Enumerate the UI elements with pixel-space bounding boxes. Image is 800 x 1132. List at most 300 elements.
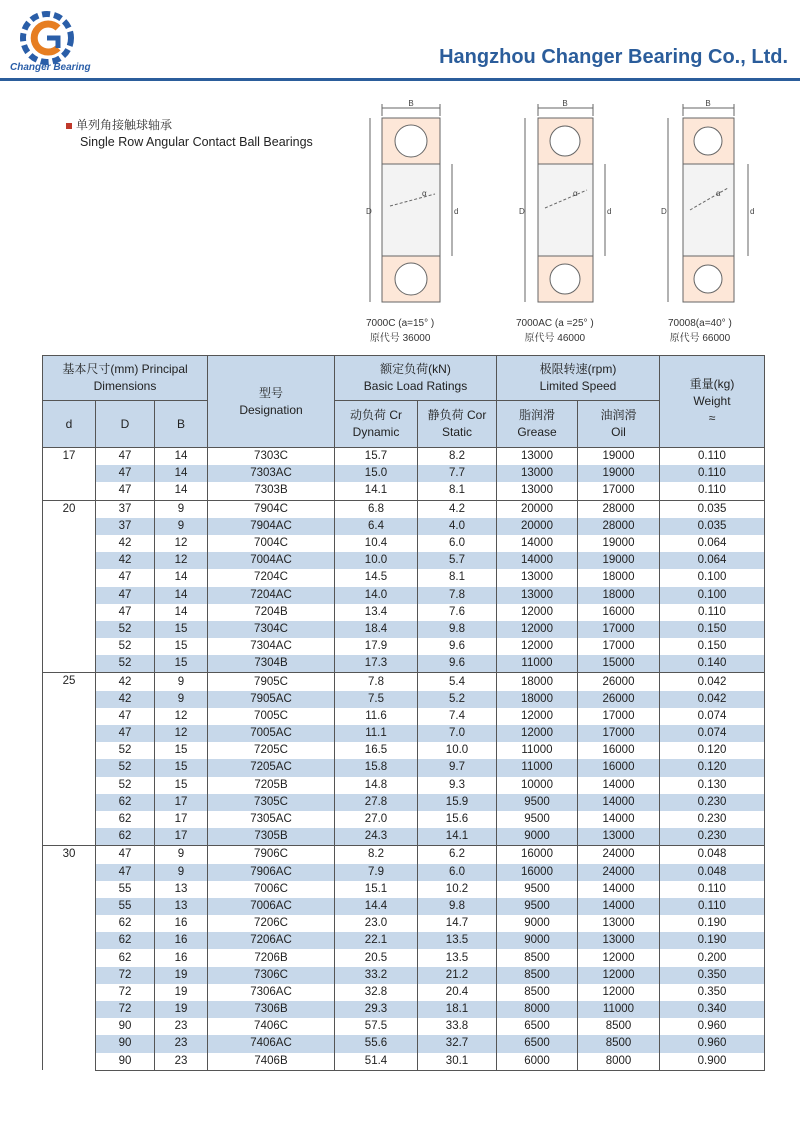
cell-d: 20: [43, 500, 96, 673]
table-row: [43, 518, 765, 535]
cell-designation: 7206C: [208, 915, 335, 932]
cell-oil: 28000: [578, 500, 660, 518]
cell-weight: 0.110: [660, 898, 765, 915]
cell-grease: 10000: [497, 777, 578, 794]
cell-D: 52: [96, 777, 155, 794]
cell-static: 7.6: [418, 604, 497, 621]
header-weight-en: Weight: [693, 394, 731, 408]
table-row: [43, 777, 765, 794]
dim-d-label: d: [607, 207, 612, 216]
cell-D: 55: [96, 881, 155, 898]
dim-B-label: B: [562, 99, 568, 108]
cell-dynamic: 14.0: [335, 587, 418, 604]
cell-D: 62: [96, 828, 155, 846]
cell-d: 25: [43, 673, 96, 846]
cell-oil: 19000: [578, 535, 660, 552]
cell-oil: 13000: [578, 828, 660, 846]
cell-weight: 0.140: [660, 655, 765, 673]
table-row: [43, 967, 765, 984]
table-row: [43, 569, 765, 586]
cell-D: 47: [96, 864, 155, 881]
header-static: [418, 401, 497, 448]
cell-B: 9: [155, 864, 208, 881]
table-row: [43, 500, 765, 518]
table-row: [43, 725, 765, 742]
caption-line-2: 原代号 66000: [669, 333, 731, 344]
cell-static: 9.6: [418, 638, 497, 655]
dim-D-label: D: [519, 207, 525, 216]
cell-grease: 14000: [497, 535, 578, 552]
cell-designation: 7905AC: [208, 691, 335, 708]
cell-grease: 9500: [497, 881, 578, 898]
header-load-ratings: [335, 356, 497, 401]
table-row: [43, 864, 765, 881]
cell-oil: 18000: [578, 569, 660, 586]
cell-weight: 0.230: [660, 811, 765, 828]
dim-B-label: B: [705, 99, 711, 108]
cell-dynamic: 14.5: [335, 569, 418, 586]
cell-D: 52: [96, 621, 155, 638]
cell-weight: 0.064: [660, 552, 765, 569]
caption-line-2: 原代号 36000: [369, 333, 431, 344]
dim-D-label: D: [661, 207, 667, 216]
cell-weight: 0.100: [660, 569, 765, 586]
cell-weight: 0.035: [660, 518, 765, 535]
cell-weight: 0.150: [660, 621, 765, 638]
cell-designation: 7005AC: [208, 725, 335, 742]
cell-weight: 0.190: [660, 932, 765, 949]
cell-oil: 16000: [578, 759, 660, 776]
cell-weight: 0.110: [660, 604, 765, 621]
header-oil-cn: 油润滑: [600, 408, 637, 422]
header-dynamic: [335, 401, 418, 448]
cell-D: 47: [96, 482, 155, 500]
cell-B: 23: [155, 1018, 208, 1035]
header-d: d: [43, 401, 96, 448]
header-oil-en: Oil: [611, 425, 626, 439]
cell-designation: 7204AC: [208, 587, 335, 604]
cell-designation: 7205B: [208, 777, 335, 794]
cell-B: 13: [155, 881, 208, 898]
cell-d: 30: [43, 846, 96, 1070]
cell-grease: 9500: [497, 811, 578, 828]
table-row: [43, 794, 765, 811]
cell-grease: 18000: [497, 691, 578, 708]
cell-dynamic: 20.5: [335, 949, 418, 966]
header-limited-speed: [497, 356, 660, 401]
cell-static: 20.4: [418, 984, 497, 1001]
cell-static: 5.4: [418, 673, 497, 691]
table-row: [43, 932, 765, 949]
dim-D-label: D: [366, 207, 372, 216]
section-title-cn-text: 单列角接触球轴承: [76, 118, 173, 132]
cell-static: 15.6: [418, 811, 497, 828]
section-title-cn: [66, 116, 172, 133]
cell-dynamic: 22.1: [335, 932, 418, 949]
cell-dynamic: 14.8: [335, 777, 418, 794]
cell-grease: 11000: [497, 655, 578, 673]
cell-grease: 13000: [497, 465, 578, 482]
header-divider: [0, 78, 800, 81]
cell-weight: 0.230: [660, 794, 765, 811]
cell-weight: 0.200: [660, 949, 765, 966]
cell-weight: 0.340: [660, 1001, 765, 1018]
cell-dynamic: 29.3: [335, 1001, 418, 1018]
cell-oil: 15000: [578, 655, 660, 673]
cell-designation: 7904AC: [208, 518, 335, 535]
cell-D: 42: [96, 552, 155, 569]
cell-static: 7.8: [418, 587, 497, 604]
cell-static: 18.1: [418, 1001, 497, 1018]
bearing-drawing-7000ac: [513, 96, 613, 316]
cell-weight: 0.960: [660, 1018, 765, 1035]
cell-B: 16: [155, 949, 208, 966]
cell-static: 10.2: [418, 881, 497, 898]
header-designation-cn: 型号: [258, 385, 283, 400]
drawing-caption-7000c: [366, 318, 434, 344]
cell-oil: 8500: [578, 1035, 660, 1052]
cell-oil: 17000: [578, 621, 660, 638]
cell-designation: 7306B: [208, 1001, 335, 1018]
cell-oil: 14000: [578, 811, 660, 828]
header-B: B: [155, 401, 208, 448]
cell-D: 90: [96, 1035, 155, 1052]
header-weight-approx: ≈: [708, 411, 716, 425]
cell-designation: 7005C: [208, 708, 335, 725]
cell-grease: 12000: [497, 604, 578, 621]
cell-designation: 7006C: [208, 881, 335, 898]
cell-designation: 7303AC: [208, 465, 335, 482]
cell-static: 33.8: [418, 1018, 497, 1035]
cell-dynamic: 11.6: [335, 708, 418, 725]
cell-B: 23: [155, 1035, 208, 1052]
header-principal-dimensions: 基本尺寸(mm) Principal Dimensions: [43, 356, 208, 401]
cell-dynamic: 6.4: [335, 518, 418, 535]
drawing-caption-70008: [668, 318, 732, 344]
cell-static: 7.7: [418, 465, 497, 482]
cell-dynamic: 17.3: [335, 655, 418, 673]
cell-oil: 17000: [578, 638, 660, 655]
table-row: [43, 448, 765, 466]
cell-designation: 7004AC: [208, 552, 335, 569]
cell-designation: 7406C: [208, 1018, 335, 1035]
cell-static: 15.9: [418, 794, 497, 811]
cell-grease: 12000: [497, 708, 578, 725]
cell-grease: 9500: [497, 794, 578, 811]
cell-grease: 9000: [497, 915, 578, 932]
cell-oil: 13000: [578, 915, 660, 932]
cell-B: 15: [155, 777, 208, 794]
cell-weight: 0.350: [660, 967, 765, 984]
cell-B: 13: [155, 898, 208, 915]
cell-oil: 16000: [578, 742, 660, 759]
header-D: D: [96, 401, 155, 448]
table-row: [43, 708, 765, 725]
header-dyn-cn: 动负荷 Cr: [350, 408, 402, 422]
cell-designation: 7904C: [208, 500, 335, 518]
header-grease-cn: 脂润滑: [518, 408, 555, 422]
cell-B: 14: [155, 587, 208, 604]
cell-D: 37: [96, 500, 155, 518]
page-header: [0, 0, 800, 88]
cell-static: 10.0: [418, 742, 497, 759]
cell-dynamic: 7.8: [335, 673, 418, 691]
table-row: [43, 1018, 765, 1035]
cell-dynamic: 23.0: [335, 915, 418, 932]
cell-weight: 0.350: [660, 984, 765, 1001]
cell-static: 14.7: [418, 915, 497, 932]
dim-d-label: d: [750, 207, 755, 216]
table-row: [43, 1035, 765, 1052]
cell-weight: 0.048: [660, 846, 765, 864]
dim-d-label: d: [454, 207, 459, 216]
cell-oil: 8500: [578, 1018, 660, 1035]
cell-static: 6.2: [418, 846, 497, 864]
cell-static: 9.8: [418, 621, 497, 638]
cell-weight: 0.064: [660, 535, 765, 552]
header-weight: [660, 356, 765, 448]
cell-designation: 7205C: [208, 742, 335, 759]
cell-designation: 7306C: [208, 967, 335, 984]
cell-oil: 14000: [578, 794, 660, 811]
cell-grease: 8500: [497, 984, 578, 1001]
cell-D: 47: [96, 448, 155, 466]
table-row: [43, 587, 765, 604]
cell-B: 9: [155, 500, 208, 518]
cell-oil: 12000: [578, 984, 660, 1001]
cell-static: 13.5: [418, 949, 497, 966]
table-row: [43, 482, 765, 500]
cell-weight: 0.042: [660, 691, 765, 708]
cell-oil: 12000: [578, 949, 660, 966]
cell-weight: 0.035: [660, 500, 765, 518]
cell-dynamic: 57.5: [335, 1018, 418, 1035]
cell-B: 15: [155, 621, 208, 638]
cell-weight: 0.230: [660, 828, 765, 846]
cell-dynamic: 33.2: [335, 967, 418, 984]
cell-D: 62: [96, 932, 155, 949]
caption-line-1: 70008(a=40° ): [668, 318, 732, 329]
cell-designation: 7304AC: [208, 638, 335, 655]
cell-static: 7.4: [418, 708, 497, 725]
cell-B: 15: [155, 655, 208, 673]
header-sta-cn: 静负荷 Cor: [427, 408, 487, 422]
cell-oil: 17000: [578, 725, 660, 742]
cell-dynamic: 14.1: [335, 482, 418, 500]
cell-static: 30.1: [418, 1053, 497, 1071]
header-speed-en: Limited Speed: [539, 379, 617, 393]
cell-B: 17: [155, 794, 208, 811]
cell-designation: 7006AC: [208, 898, 335, 915]
cell-grease: 20000: [497, 518, 578, 535]
cell-D: 62: [96, 915, 155, 932]
cell-grease: 11000: [497, 742, 578, 759]
header-load-en: Basic Load Ratings: [363, 379, 468, 393]
cell-D: 42: [96, 673, 155, 691]
cell-B: 14: [155, 465, 208, 482]
cell-oil: 26000: [578, 691, 660, 708]
header-oil: [578, 401, 660, 448]
header-designation: [208, 356, 335, 448]
cell-D: 47: [96, 708, 155, 725]
cell-dynamic: 13.4: [335, 604, 418, 621]
cell-oil: 17000: [578, 482, 660, 500]
cell-dynamic: 55.6: [335, 1035, 418, 1052]
cell-B: 9: [155, 846, 208, 864]
cell-designation: 7305C: [208, 794, 335, 811]
cell-static: 5.2: [418, 691, 497, 708]
section-title-en: Single Row Angular Contact Ball Bearings: [80, 135, 313, 149]
cell-oil: 18000: [578, 587, 660, 604]
cell-D: 42: [96, 535, 155, 552]
cell-dynamic: 15.0: [335, 465, 418, 482]
cell-grease: 16000: [497, 864, 578, 881]
table-row: [43, 1001, 765, 1018]
cell-d: 17: [43, 448, 96, 501]
cell-weight: 0.120: [660, 759, 765, 776]
cell-oil: 19000: [578, 465, 660, 482]
cell-grease: 9000: [497, 828, 578, 846]
cell-D: 52: [96, 742, 155, 759]
bearing-drawing-7000c: [360, 96, 460, 316]
table-row: [43, 552, 765, 569]
cell-weight: 0.900: [660, 1053, 765, 1071]
cell-oil: 14000: [578, 881, 660, 898]
cell-weight: 0.048: [660, 864, 765, 881]
cell-dynamic: 24.3: [335, 828, 418, 846]
table-row: [43, 465, 765, 482]
cell-oil: 19000: [578, 448, 660, 466]
cell-oil: 13000: [578, 932, 660, 949]
cell-weight: 0.042: [660, 673, 765, 691]
cell-grease: 8500: [497, 949, 578, 966]
header-dyn-en: Dynamic: [352, 425, 400, 439]
cell-B: 12: [155, 535, 208, 552]
table-row: [43, 742, 765, 759]
cell-grease: 16000: [497, 846, 578, 864]
cell-dynamic: 14.4: [335, 898, 418, 915]
cell-dynamic: 51.4: [335, 1053, 418, 1071]
table-row: [43, 604, 765, 621]
cell-grease: 14000: [497, 552, 578, 569]
cell-D: 47: [96, 725, 155, 742]
cell-grease: 12000: [497, 638, 578, 655]
cell-grease: 8500: [497, 967, 578, 984]
cell-static: 13.5: [418, 932, 497, 949]
cell-D: 90: [96, 1053, 155, 1071]
cell-designation: 7305AC: [208, 811, 335, 828]
cell-dynamic: 10.4: [335, 535, 418, 552]
cell-weight: 0.120: [660, 742, 765, 759]
cell-static: 14.1: [418, 828, 497, 846]
header-speed-cn: 极限转速(rpm): [539, 362, 617, 376]
cell-D: 52: [96, 655, 155, 673]
cell-dynamic: 15.1: [335, 881, 418, 898]
cell-static: 8.1: [418, 569, 497, 586]
cell-dynamic: 18.4: [335, 621, 418, 638]
cell-B: 23: [155, 1053, 208, 1071]
table-row: [43, 898, 765, 915]
cell-B: 14: [155, 569, 208, 586]
cell-B: 17: [155, 828, 208, 846]
cell-designation: 7004C: [208, 535, 335, 552]
cell-dynamic: 17.9: [335, 638, 418, 655]
cell-designation: 7304C: [208, 621, 335, 638]
cell-static: 7.0: [418, 725, 497, 742]
alpha-label: α: [716, 189, 721, 198]
cell-grease: 12000: [497, 725, 578, 742]
cell-static: 4.2: [418, 500, 497, 518]
cell-B: 15: [155, 759, 208, 776]
cell-D: 52: [96, 638, 155, 655]
cell-D: 47: [96, 846, 155, 864]
caption-line-1: 7000AC (a =25° ): [516, 318, 594, 329]
drawing-caption-7000ac: [516, 318, 594, 344]
cell-static: 5.7: [418, 552, 497, 569]
cell-D: 47: [96, 604, 155, 621]
cell-grease: 6500: [497, 1018, 578, 1035]
cell-static: 9.3: [418, 777, 497, 794]
cell-dynamic: 16.5: [335, 742, 418, 759]
table-row: [43, 535, 765, 552]
table-row: [43, 1053, 765, 1071]
cell-grease: 11000: [497, 759, 578, 776]
cell-oil: 24000: [578, 864, 660, 881]
cell-D: 72: [96, 984, 155, 1001]
cell-B: 15: [155, 638, 208, 655]
cell-oil: 12000: [578, 967, 660, 984]
cell-B: 9: [155, 518, 208, 535]
cell-designation: 7406B: [208, 1053, 335, 1071]
cell-B: 14: [155, 482, 208, 500]
cell-grease: 12000: [497, 621, 578, 638]
cell-oil: 19000: [578, 552, 660, 569]
cell-dynamic: 15.8: [335, 759, 418, 776]
cell-D: 47: [96, 569, 155, 586]
cell-oil: 17000: [578, 708, 660, 725]
cell-static: 21.2: [418, 967, 497, 984]
cell-grease: 9500: [497, 898, 578, 915]
cell-static: 32.7: [418, 1035, 497, 1052]
cell-oil: 24000: [578, 846, 660, 864]
cell-dynamic: 7.5: [335, 691, 418, 708]
cell-oil: 14000: [578, 898, 660, 915]
cell-designation: 7303B: [208, 482, 335, 500]
table-row: [43, 673, 765, 691]
cell-B: 19: [155, 984, 208, 1001]
cell-B: 12: [155, 725, 208, 742]
cell-static: 6.0: [418, 535, 497, 552]
cell-dynamic: 32.8: [335, 984, 418, 1001]
cell-dynamic: 27.0: [335, 811, 418, 828]
cell-B: 19: [155, 967, 208, 984]
cell-dynamic: 8.2: [335, 846, 418, 864]
cell-oil: 14000: [578, 777, 660, 794]
cell-designation: 7206B: [208, 949, 335, 966]
cell-designation: 7304B: [208, 655, 335, 673]
cell-grease: 6000: [497, 1053, 578, 1071]
cell-static: 6.0: [418, 864, 497, 881]
cell-dynamic: 15.7: [335, 448, 418, 466]
bearing-drawing-70008: [656, 96, 756, 316]
cell-weight: 0.130: [660, 777, 765, 794]
cell-grease: 13000: [497, 448, 578, 466]
cell-designation: 7205AC: [208, 759, 335, 776]
cell-B: 19: [155, 1001, 208, 1018]
table-row: [43, 811, 765, 828]
cell-weight: 0.074: [660, 725, 765, 742]
header-load-cn: 额定负荷(kN): [380, 362, 451, 376]
